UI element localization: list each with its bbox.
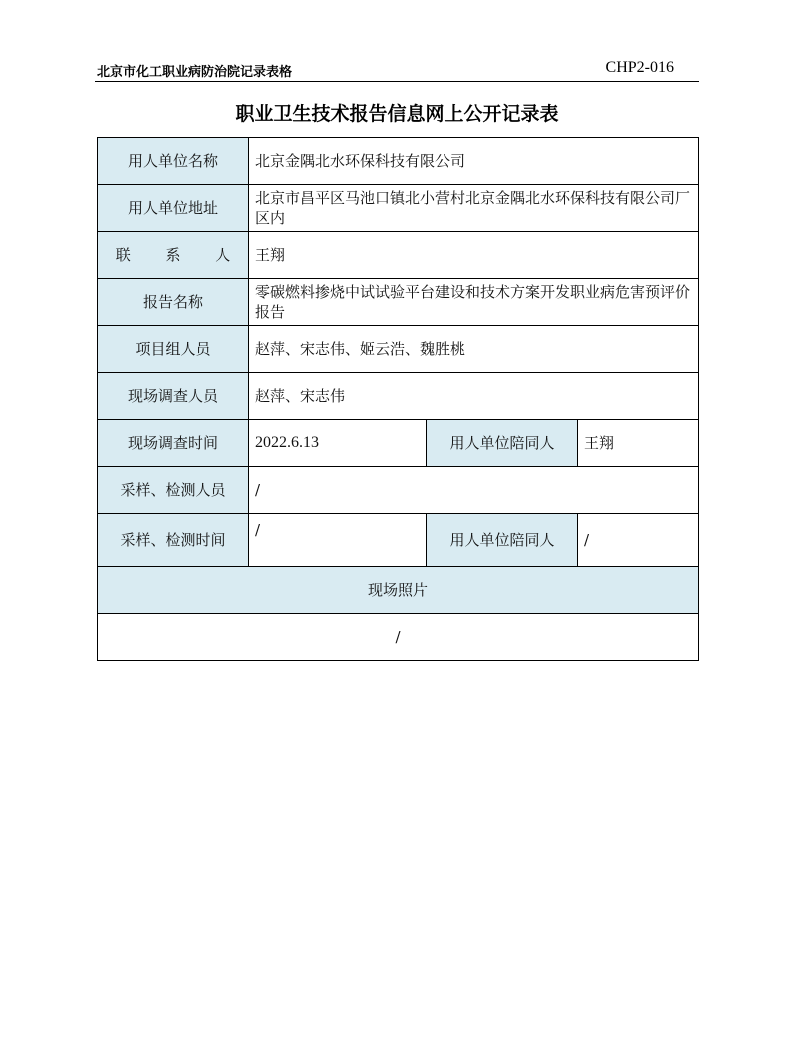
employer-name-label: 用人单位名称 — [98, 138, 249, 185]
survey-staff-label: 现场调查人员 — [98, 373, 249, 420]
record-table — [97, 137, 699, 661]
survey-time-value: 2022.6.13 — [249, 420, 427, 467]
row-sampling-staff — [98, 467, 699, 514]
survey-staff-value: 赵萍、宋志伟 — [249, 373, 699, 420]
page-title: 职业卫生技术报告信息网上公开记录表 — [235, 103, 559, 125]
row-sampling-time — [98, 514, 699, 567]
contact-label — [98, 232, 249, 279]
row-employer-name — [98, 138, 699, 185]
employer-address-label: 用人单位地址 — [98, 185, 249, 232]
row-report-name — [98, 279, 699, 326]
survey-companion-value: 王翔 — [578, 420, 699, 467]
contact-value: 王翔 — [249, 232, 699, 279]
project-members-label: 项目组人员 — [98, 326, 249, 373]
sampling-staff-value: / — [249, 467, 699, 514]
sampling-companion-value: / — [578, 514, 699, 567]
survey-companion-label: 用人单位陪同人 — [427, 420, 578, 467]
sampling-staff-label: 采样、检测人员 — [98, 467, 249, 514]
contact-label-text: 联 系 人 — [115, 246, 246, 264]
row-project-members — [98, 326, 699, 373]
row-survey-time — [98, 420, 699, 467]
row-contact — [98, 232, 699, 279]
sampling-time-value: / — [249, 514, 427, 567]
employer-address-value: 北京市昌平区马池口镇北小营村北京金隅北水环保科技有限公司厂区内 — [249, 185, 699, 232]
project-members-value: 赵萍、宋志伟、姬云浩、魏胜桃 — [249, 326, 699, 373]
row-photos-body — [98, 614, 699, 661]
survey-time-label: 现场调查时间 — [98, 420, 249, 467]
row-employer-address — [98, 185, 699, 232]
form-code: CHP2-016 — [605, 59, 674, 76]
form-issuer: 北京市化工职业病防治院记录表格 — [97, 65, 293, 80]
row-photos-header — [98, 567, 699, 614]
site-photos-label: 现场照片 — [98, 567, 699, 614]
row-survey-staff — [98, 373, 699, 420]
employer-name-value: 北京金隅北水环保科技有限公司 — [249, 138, 699, 185]
header-rule — [95, 81, 699, 82]
site-photos-area: / — [98, 614, 699, 661]
sampling-companion-label: 用人单位陪同人 — [427, 514, 578, 567]
sampling-time-label: 采样、检测时间 — [98, 514, 249, 567]
report-name-label: 报告名称 — [98, 279, 249, 326]
report-name-value: 零碳燃料掺烧中试试验平台建设和技术方案开发职业病危害预评价报告 — [249, 279, 699, 326]
